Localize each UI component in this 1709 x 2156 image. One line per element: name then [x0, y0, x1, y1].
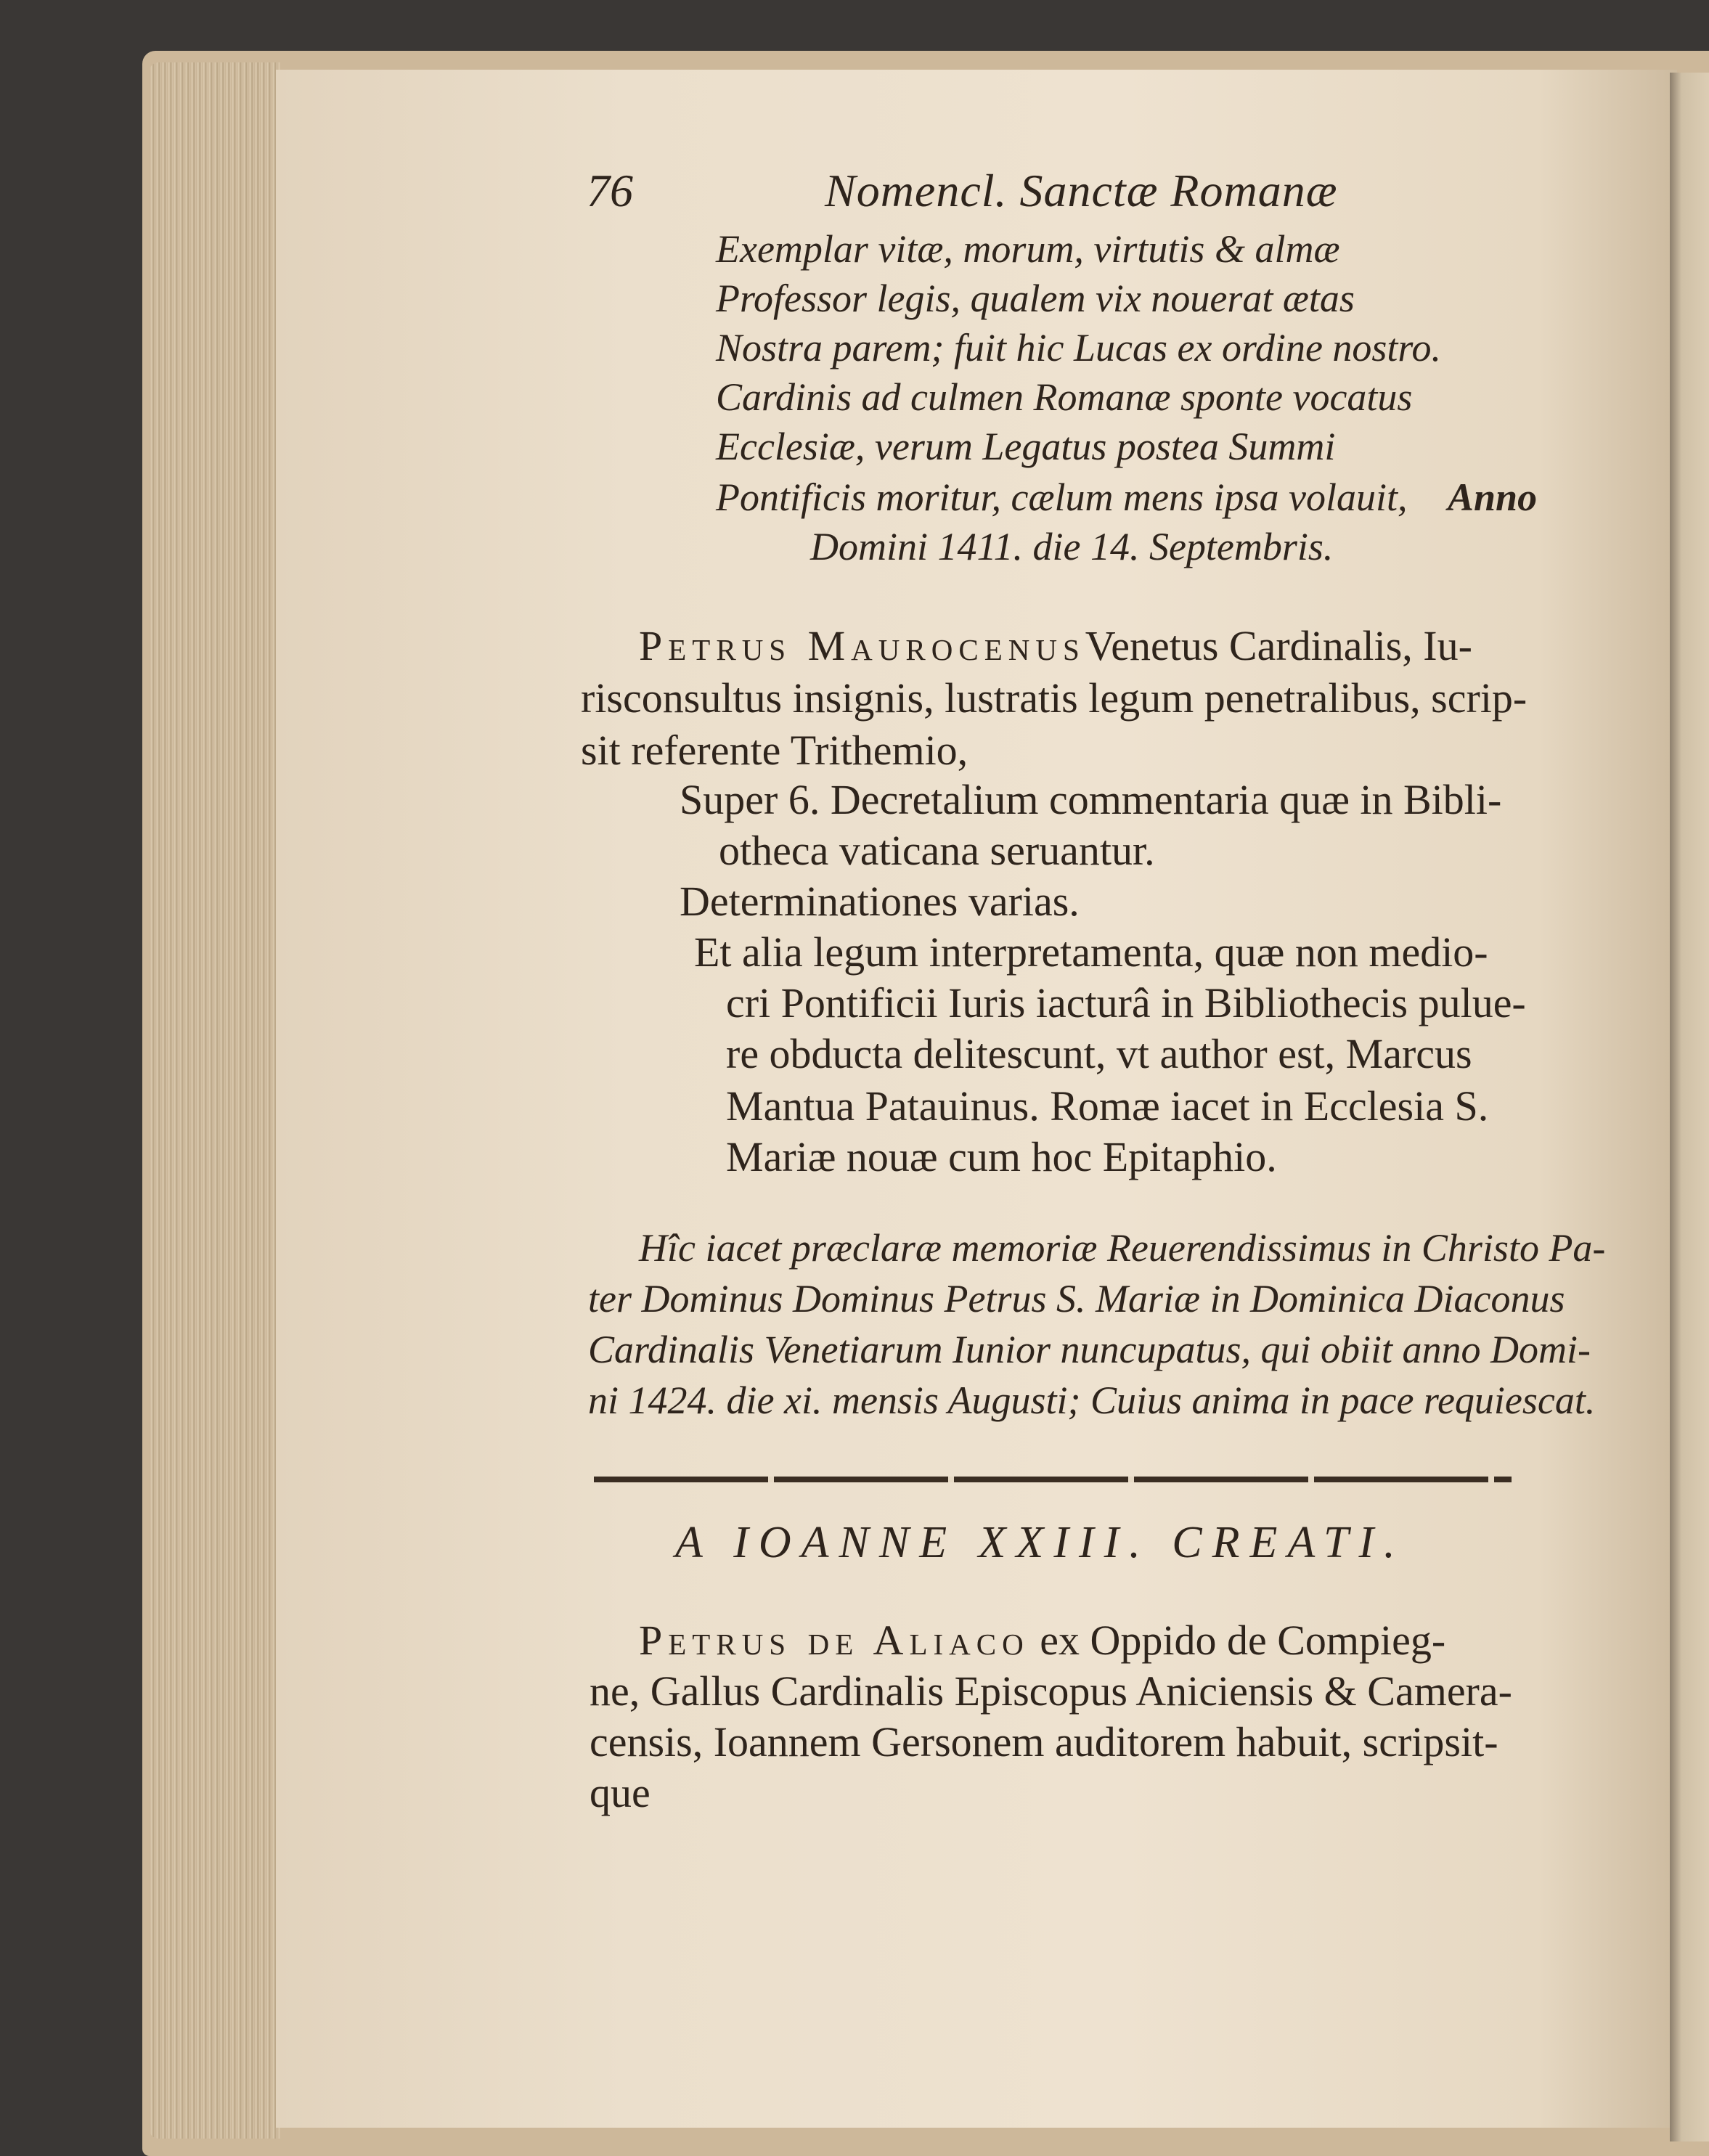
work-line: Mantua Patauinus. Romæ iacet in Ecclesia S. [726, 1082, 1489, 1130]
verse-line: Exemplar vitæ, morum, virtutis & almæ [716, 227, 1340, 271]
entry-name: Petrus Maurocenus [639, 622, 1085, 669]
entry-first-line-rest: Venetus Cardinalis, Iu- [1085, 622, 1472, 669]
work-line: re obducta delitescunt, vt author est, Marcus [726, 1030, 1472, 1077]
work-line: Et alia legum interpretamenta, quæ non medio- [694, 928, 1488, 976]
facing-page-edge [1670, 73, 1709, 2141]
epitaph-line: ter Dominus Dominus Petrus S. Mariæ in Dominica Diaconus [588, 1277, 1565, 1320]
work-line: otheca vaticana seruantur. [719, 827, 1155, 874]
page-number: 76 [587, 165, 633, 216]
section-heading: A IOANNE XXIII. CREATI. [675, 1518, 1406, 1567]
epitaph-line: ni 1424. die xi. mensis Augusti; Cuius anima in pace requiescat. [588, 1379, 1596, 1422]
entry-first-line [639, 621, 1472, 670]
epitaph-line: Cardinalis Venetiarum Iunior nuncupatus, qui obiit anno Domi- [588, 1328, 1591, 1371]
work-line: Mariæ nouæ cum hoc Epitaphio. [726, 1133, 1277, 1180]
verse-line: Professor legis, qualem vix nouerat ætas [716, 277, 1355, 320]
verse-line: Ecclesiæ, verum Legatus postea Summi [716, 425, 1336, 468]
entry-line: sit referente Trithemio, [581, 727, 968, 774]
entry-line: censis, Ioannem Gersonem auditorem habuit, scripsit- [590, 1718, 1498, 1765]
page-edges [150, 62, 280, 2139]
work-line: cri Pontificii Iuris iacturâ in Bibliothecis pulue- [726, 979, 1526, 1026]
margin-note: Anno [1448, 475, 1538, 519]
verse-line: Cardinis ad culmen Romanæ sponte vocatus [716, 375, 1413, 419]
work-line: Super 6. Decretalium commentaria quæ in Bibli- [680, 776, 1502, 823]
entry-line: risconsultus insignis, lustratis legum penetralibus, scrip- [581, 674, 1528, 722]
entry-line: que [590, 1769, 650, 1816]
verse-line: Domini 1411. die 14. Septembris. [810, 525, 1334, 568]
epitaph-line: Hîc iacet præclaræ memoriæ Reuerendissimus in Christo Pa- [639, 1226, 1606, 1270]
section-rule [594, 1477, 1512, 1482]
entry-first-line-rest: ex Oppido de Compieg- [1040, 1617, 1446, 1664]
entry-name: Petrus de Aliaco [639, 1617, 1029, 1664]
running-title: Nomencl. Sanctæ Romanæ [825, 165, 1338, 216]
work-line: Determinationes varias. [680, 878, 1080, 925]
entry-line: ne, Gallus Cardinalis Episcopus Aniciensis & Camera- [590, 1667, 1512, 1715]
verse-line: Pontificis moritur, cælum mens ipsa volauit, [716, 475, 1408, 519]
verse-line: Nostra parem; fuit hic Lucas ex ordine nostro. [716, 326, 1441, 369]
entry-first-line [639, 1616, 1445, 1665]
